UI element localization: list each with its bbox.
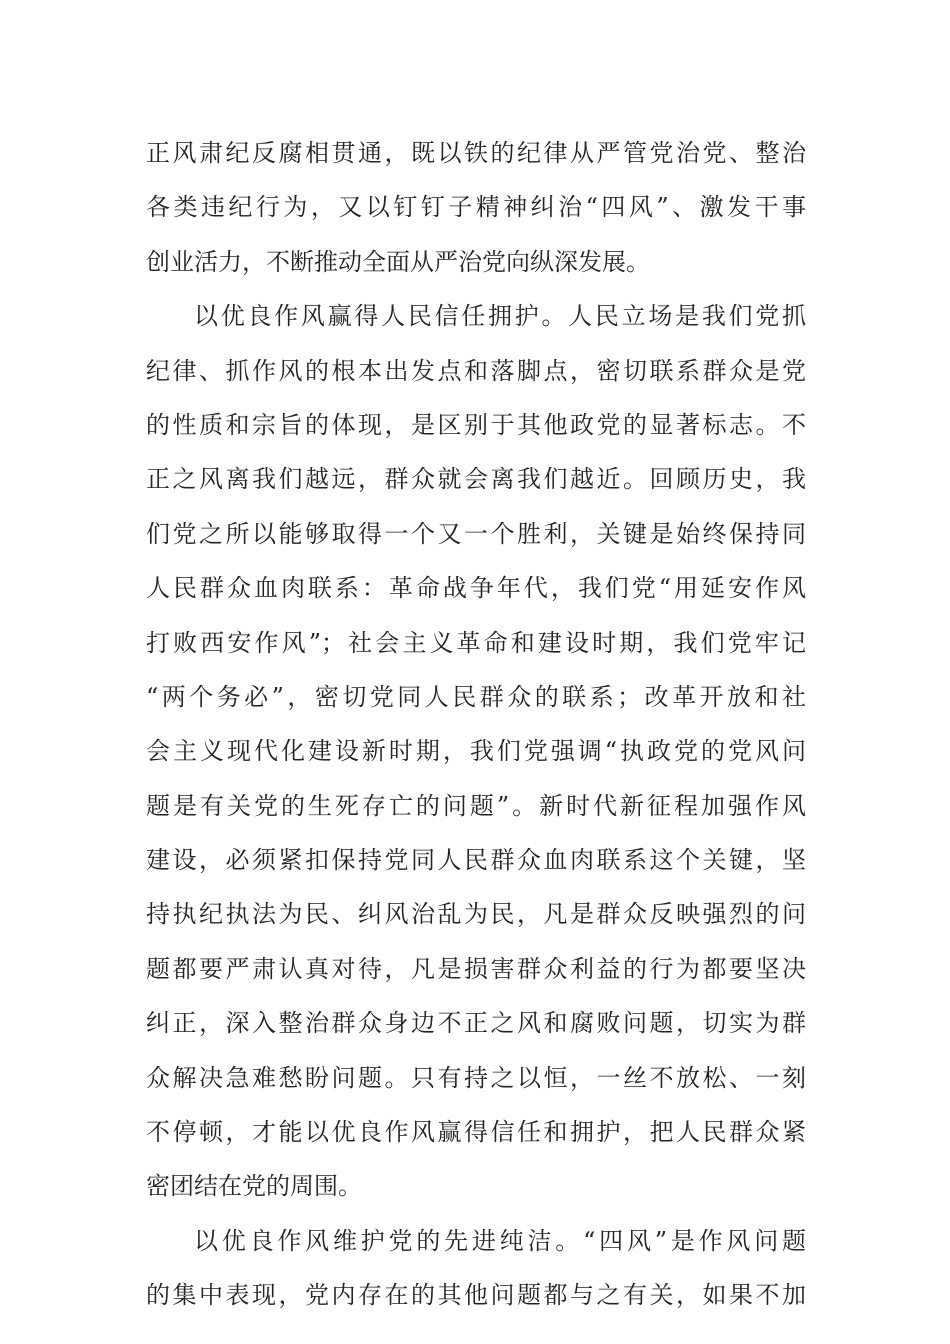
text-line: 正之风离我们越远，群众就会离我们越近。回顾历史，我 xyxy=(146,465,806,494)
text-line: 的集中表现，党内存在的其他问题都与之有关，如果不加 xyxy=(146,1281,806,1310)
text-line: 人民群众血肉联系：革命战争年代，我们党“用延安作风 xyxy=(146,574,806,603)
text-line: 建设，必须紧扣保持党同人民群众血肉联系这个关键，坚 xyxy=(146,846,806,875)
text-line: 纪律、抓作风的根本出发点和落脚点，密切联系群众是党 xyxy=(146,356,806,385)
text-line: 题是有关党的生死存亡的问题”。新时代新征程加强作风 xyxy=(146,791,806,820)
text-line: 密团结在党的周围。 xyxy=(146,1172,362,1201)
text-line: 创业活力，不断推动全面从严治党向纵深发展。 xyxy=(146,247,650,276)
text-line: 不停顿，才能以优良作风赢得信任和拥护，把人民群众紧 xyxy=(146,1118,806,1147)
text-line: 打败西安作风”；社会主义革命和建设时期，我们党牢记 xyxy=(146,628,806,657)
text-line: 的性质和宗旨的体现，是区别于其他政党的显著标志。不 xyxy=(146,410,806,439)
paragraph-heading-line: 以优良作风赢得人民信任拥护。人民立场是我们党抓 xyxy=(194,302,806,331)
text-line: 持执纪执法为民、纠风治乱为民，凡是群众反映强烈的问 xyxy=(146,900,806,929)
text-line: 们党之所以能够取得一个又一个胜利，关键是始终保持同 xyxy=(146,519,806,548)
text-line: 会主义现代化建设新时期，我们党强调“执政党的党风问 xyxy=(146,737,806,766)
text-line: “两个务必”，密切党同人民群众的联系；改革开放和社 xyxy=(146,682,806,711)
text-line: 题都要严肃认真对待，凡是损害群众利益的行为都要坚决 xyxy=(146,954,806,983)
body-text xyxy=(146,126,806,1323)
text-line: 各类违纪行为，又以钉钉子精神纠治“四风”、激发干事 xyxy=(146,193,806,222)
text-line: 正风肃纪反腐相贯通，既以铁的纪律从严管党治党、整治 xyxy=(146,139,806,167)
paragraph-heading-line: 以优良作风维护党的先进纯洁。“四风”是作风问题 xyxy=(194,1226,806,1255)
text-line: 众解决急难愁盼问题。只有持之以恒，一丝不放松、一刻 xyxy=(146,1063,806,1092)
text-line: 纠正，深入整治群众身边不正之风和腐败问题，切实为群 xyxy=(146,1009,806,1038)
